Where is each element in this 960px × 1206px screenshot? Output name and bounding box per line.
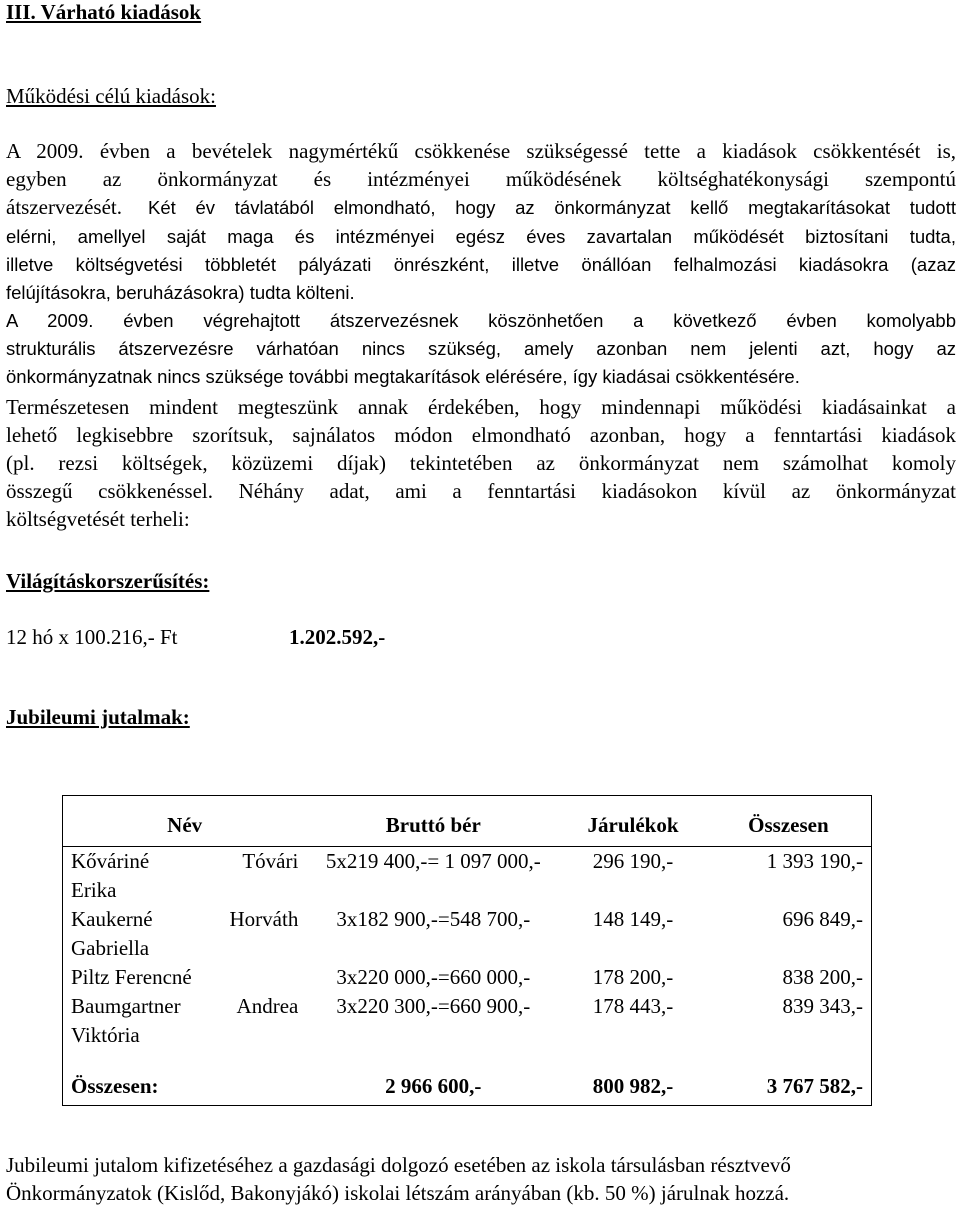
footer-line: Önkormányzatok (Kislőd, Bakonyjákó) iskolai létszám arányában (kb. 50 %) járulnak hozzá. [6,1181,790,1205]
header-name: Név [167,812,203,837]
contrib-cell: 296 190,- [592,849,674,873]
table-row [63,905,872,963]
header-total: Összesen [748,812,829,837]
paragraph-line: A 2009. évben végrehajtott átszervezésnek köszönhetően a következő évben komolyabb [6,310,956,331]
total-label: Összesen: [71,1074,159,1098]
gross-cell: 5x219 400,-= 1 097 000,- [325,849,541,873]
contrib-cell: 178 200,- [592,965,674,989]
name-part: Viktória [71,1023,140,1047]
name-part: Kaukerné [71,907,153,931]
jubilee-title: Jubileumi jutalmak: [6,705,190,729]
name-part: Baumgartner [71,994,181,1018]
table-row [63,963,872,992]
paragraph-line: önkormányzatnak nincs szüksége további megtakarítások elérésére, így kiadásai csökkentésére. [6,366,800,387]
total-gross: 2 966 600,- [385,1074,482,1098]
paragraph-line: A 2009. évben a bevételek nagymértékű csökkenése szükségessé tette a kiadások csökkentését is, [6,139,956,163]
table-row [63,847,872,906]
paragraph-line: átszervezését. [6,195,123,219]
name-part: Andrea [236,994,299,1018]
name-part: Kőváriné [71,849,150,873]
table-total-row [63,1072,872,1106]
header-gross: Bruttó bér [385,812,481,837]
total-cell: 1 393 190,- [766,849,863,873]
paragraph-line: egyben az önkormányzat és intézményei működésének költséghatékonysági szempontú [6,167,956,191]
paragraph-line: felújításokra, beruházásokra) tudta költeni. [6,282,355,303]
total-cell: 696 849,- [782,907,863,931]
paragraph-line: Két év távlatából elmondható, hogy az önkormányzat kellő megtakarításokat tudott [148,197,956,218]
paragraph-line: lehető legkisebbre szorítsuk, sajnálatos módon elmondható azonban, hogy a fenntartási kiadások [6,423,956,447]
total-cell: 839 343,- [782,994,863,1018]
paragraph-line: strukturális átszervezésre várhatóan nincs szükség, amely azonban nem jelenti azt, hogy az [6,338,956,359]
name-part: Erika [71,878,117,902]
table-header-row [63,796,872,847]
gross-cell: 3x220 000,-=660 000,- [336,965,531,989]
paragraph-line: Természetesen mindent megteszünk annak érdekében, hogy mindennapi működési kiadásainkat a [6,395,956,419]
lighting-total: 1.202.592,- [289,625,386,649]
gross-cell: 3x220 300,-=660 900,- [336,994,531,1018]
name-part: Piltz Ferencné [71,965,192,989]
contrib-cell: 178 443,- [592,994,674,1018]
lighting-title: Világításkorszerűsítés: [6,569,210,593]
paragraph-line: illetve költségvetési többletét pályázati önrészként, illetve önállóan felhalmozási kiadásokra (azaz [6,254,956,275]
table-row [63,992,872,1050]
paragraph-line: elérni, amellyel saját maga és intézményei egész éves zavartalan működését biztosítani tudta, [6,226,956,247]
total-sum: 3 767 582,- [766,1074,863,1098]
lighting-formula: 12 hó x 100.216,- Ft [6,625,178,649]
name-part: Horváth [229,907,299,931]
header-contrib: Járulékok [587,812,679,837]
name-part: Tóvári [242,849,299,873]
contrib-cell: 148 149,- [592,907,674,931]
total-cell: 838 200,- [782,965,863,989]
paragraph-line: költségvetését terheli: [6,507,190,531]
name-part: Gabriella [71,936,150,960]
paragraph-line: (pl. rezsi költségek, közüzemi díjak) tekintetében az önkormányzat nem számolhat komoly [6,451,956,475]
gross-cell: 3x182 900,-=548 700,- [336,907,531,931]
section-title: III. Várható kiadások [6,0,202,24]
paragraph-line: összegű csökkenéssel. Néhány adat, ami a fenntartási kiadásokon kívül az önkormányzat [6,479,956,503]
footer-line: Jubileumi jutalom kifizetéséhez a gazdasági dolgozó esetében az iskola társulásban résztvevő [6,1153,791,1177]
jubilee-table [62,795,872,1106]
subsection-title: Működési célú kiadások: [6,84,216,108]
total-contrib: 800 982,- [592,1074,674,1098]
